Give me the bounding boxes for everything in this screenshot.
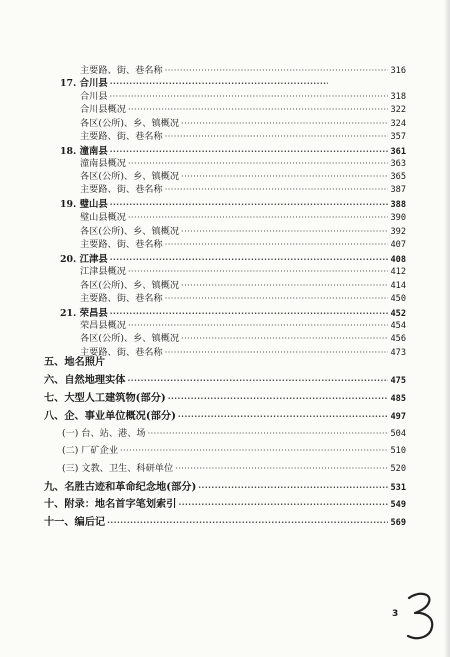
dot-leader [168, 391, 389, 405]
dot-leader [128, 103, 389, 117]
dot-leader [120, 444, 388, 458]
toc-entry-page: 357 [390, 132, 406, 142]
toc-entry-afterword [44, 515, 406, 529]
dot-leader [107, 515, 388, 529]
toc-entry-hechuan-county [80, 90, 406, 104]
dot-leader [110, 144, 389, 158]
toc-entry-page: 408 [390, 255, 406, 265]
toc-entry-label: 合川县概况 [80, 104, 126, 115]
toc-entry-page: 473 [390, 348, 406, 358]
toc-entry-page: 363 [390, 159, 406, 169]
toc-entry-label: 十、附录：地名首字笔划索引 [44, 498, 177, 510]
toc-entry-education-health-research [62, 462, 406, 476]
toc-entry-label: 主要路、街、巷名称 [80, 65, 163, 76]
toc-entry-label: 十一、编后记 [44, 516, 106, 528]
dot-leader [110, 306, 389, 320]
toc-entry-label: (三) 文教、卫生、科研单位 [62, 463, 174, 474]
toc-entry-page: 316 [390, 66, 406, 76]
toc-entry-tongnan [60, 144, 406, 158]
toc-entry-label: 主要路、街、巷名称 [80, 239, 163, 250]
toc-entry-rongchang-overview [80, 319, 406, 333]
toc-entry-label: 荣昌县概况 [80, 320, 126, 331]
toc-entry-label: 各区(公所)、乡、镇概况 [80, 226, 180, 237]
toc-entry-label: 主要路、街、巷名称 [80, 293, 163, 304]
toc-entry-label: 六、自然地理实体 [44, 374, 126, 386]
dot-leader [175, 462, 388, 476]
toc-entry-page: 485 [390, 394, 406, 404]
toc-entry-page: 450 [390, 294, 406, 304]
toc-entry-label: 八、企、事业单位概况(部分) [44, 410, 176, 422]
dot-leader [110, 90, 389, 104]
toc-entry-factories-mines [62, 444, 406, 458]
toc-entry-label: 18. 潼南县 [60, 146, 108, 157]
toc-entry-natural-geography [44, 373, 406, 387]
dot-leader [198, 480, 388, 494]
toc-entry-page: 549 [390, 500, 406, 510]
toc-entry-page: 520 [390, 464, 406, 474]
toc-entry-bishan [60, 197, 406, 211]
toc-entry-tongnan-streets [80, 183, 406, 197]
toc-entry-large-structures [44, 391, 406, 405]
toc-entry-historic-sites [44, 480, 406, 494]
toc-entry-rongchang [60, 306, 406, 320]
toc-entry-stations-ports [62, 427, 406, 441]
toc-entry-label: 江津县概况 [80, 266, 126, 277]
dot-leader [110, 76, 328, 90]
toc-entry-label: 17. 合川县 [60, 78, 108, 89]
toc-entry-place-photos [44, 355, 150, 369]
dot-leader [178, 409, 389, 423]
toc-entry-label: (二) 厂矿企业 [62, 445, 119, 456]
dot-leader [165, 292, 389, 306]
toc-entry-tongnan-overview [80, 157, 406, 171]
dot-leader [128, 319, 389, 333]
dot-leader [110, 252, 389, 266]
dot-leader [165, 130, 389, 144]
dot-leader [181, 332, 388, 346]
toc-entry-hechuan-overview [80, 103, 406, 117]
toc-entry-label: 20. 江津县 [60, 254, 108, 265]
toc-entry-page: 407 [390, 240, 406, 250]
toc-entry-page: 392 [390, 227, 406, 237]
page-edge-shadow [444, 0, 450, 657]
toc-entry-hechuan-districts [80, 117, 406, 131]
toc-entry-jiangjin [60, 252, 406, 266]
toc-entry-page: 456 [390, 334, 406, 344]
toc-entry-page: 361 [390, 147, 406, 157]
toc-entry-page: 324 [390, 119, 406, 129]
toc-entry-label: 合川县 [80, 91, 108, 102]
toc-entry-label: 主要路、街、巷名称 [80, 184, 163, 195]
toc-entry-label: 五、地名照片 [44, 356, 106, 368]
toc-entry-page: 390 [390, 213, 406, 223]
dot-leader [181, 279, 388, 293]
toc-entry-page: 322 [390, 105, 406, 115]
toc-entry-appendix-index [44, 497, 406, 511]
toc-entry-tongnan-districts [80, 170, 406, 184]
toc-entry-page: 365 [390, 172, 406, 182]
toc-entry-bishan-streets [80, 238, 406, 252]
toc-entry-rongchang-districts [80, 332, 406, 346]
dot-leader [181, 225, 388, 239]
toc-entry-label: 21. 荣昌县 [60, 308, 108, 319]
toc-entry-page: 510 [390, 446, 406, 456]
handwritten-number-mark [402, 590, 438, 642]
toc-entry-page: 318 [390, 92, 406, 102]
toc-entry-bishan-districts [80, 225, 406, 239]
toc-entry-label: 19. 璧山县 [60, 199, 108, 210]
toc-entry-page: 504 [390, 429, 406, 439]
toc-entry-label: 各区(公所)、乡、镇概况 [80, 171, 180, 182]
toc-entry-hechuan [60, 76, 330, 90]
dot-leader [165, 346, 389, 360]
toc-entry-page: 414 [390, 281, 406, 291]
toc-entry-hechuan-streets [80, 130, 406, 144]
toc-entry-page: 452 [390, 309, 406, 319]
toc-entry-label: 各区(公所)、乡、镇概况 [80, 280, 180, 291]
toc-entry-enterprises [44, 409, 406, 423]
dot-leader [165, 238, 389, 252]
toc-entry-label: 九、名胜古迹和革命纪念地(部分) [44, 481, 197, 493]
toc-entry-page: 454 [390, 321, 406, 331]
dot-leader [110, 197, 389, 211]
toc-entry-page: 412 [390, 267, 406, 277]
toc-entry-page: 475 [390, 376, 406, 386]
toc-entry-bishan-overview [80, 211, 406, 225]
toc-entry-page: 387 [390, 185, 406, 195]
page-number: 3 [392, 609, 399, 619]
toc-entry-label: 主要路、街、巷名称 [80, 131, 163, 142]
toc-entry-jiangjin-districts [80, 279, 406, 293]
dot-leader [165, 183, 389, 197]
dot-leader [128, 373, 389, 387]
toc-entry-label: 各区(公所)、乡、镇概况 [80, 333, 180, 344]
toc-entry-page: 569 [390, 518, 406, 528]
dot-leader [181, 170, 388, 184]
toc-entry-label: (一) 台、站、港、场 [62, 428, 146, 439]
toc-entry-label: 各区(公所)、乡、镇概况 [80, 118, 180, 129]
toc-entry-page: 531 [390, 483, 406, 493]
dot-leader [128, 211, 389, 225]
toc-entry-jiangjin-overview [80, 265, 406, 279]
dot-leader [128, 265, 389, 279]
toc-entry-page: 497 [390, 412, 406, 422]
toc-entry-label: 璧山县概况 [80, 212, 126, 223]
dot-leader [148, 427, 389, 441]
toc-entry-jiangjin-streets [80, 292, 406, 306]
toc-entry-label: 主要路、街、巷名称 [80, 347, 163, 358]
toc-entry-label: 潼南县概况 [80, 158, 126, 169]
dot-leader [181, 117, 388, 131]
toc-entry-page: 388 [390, 200, 406, 210]
toc-entry-label: 七、大型人工建筑物(部分) [44, 392, 166, 404]
dot-leader [178, 497, 388, 511]
dot-leader [128, 157, 389, 171]
